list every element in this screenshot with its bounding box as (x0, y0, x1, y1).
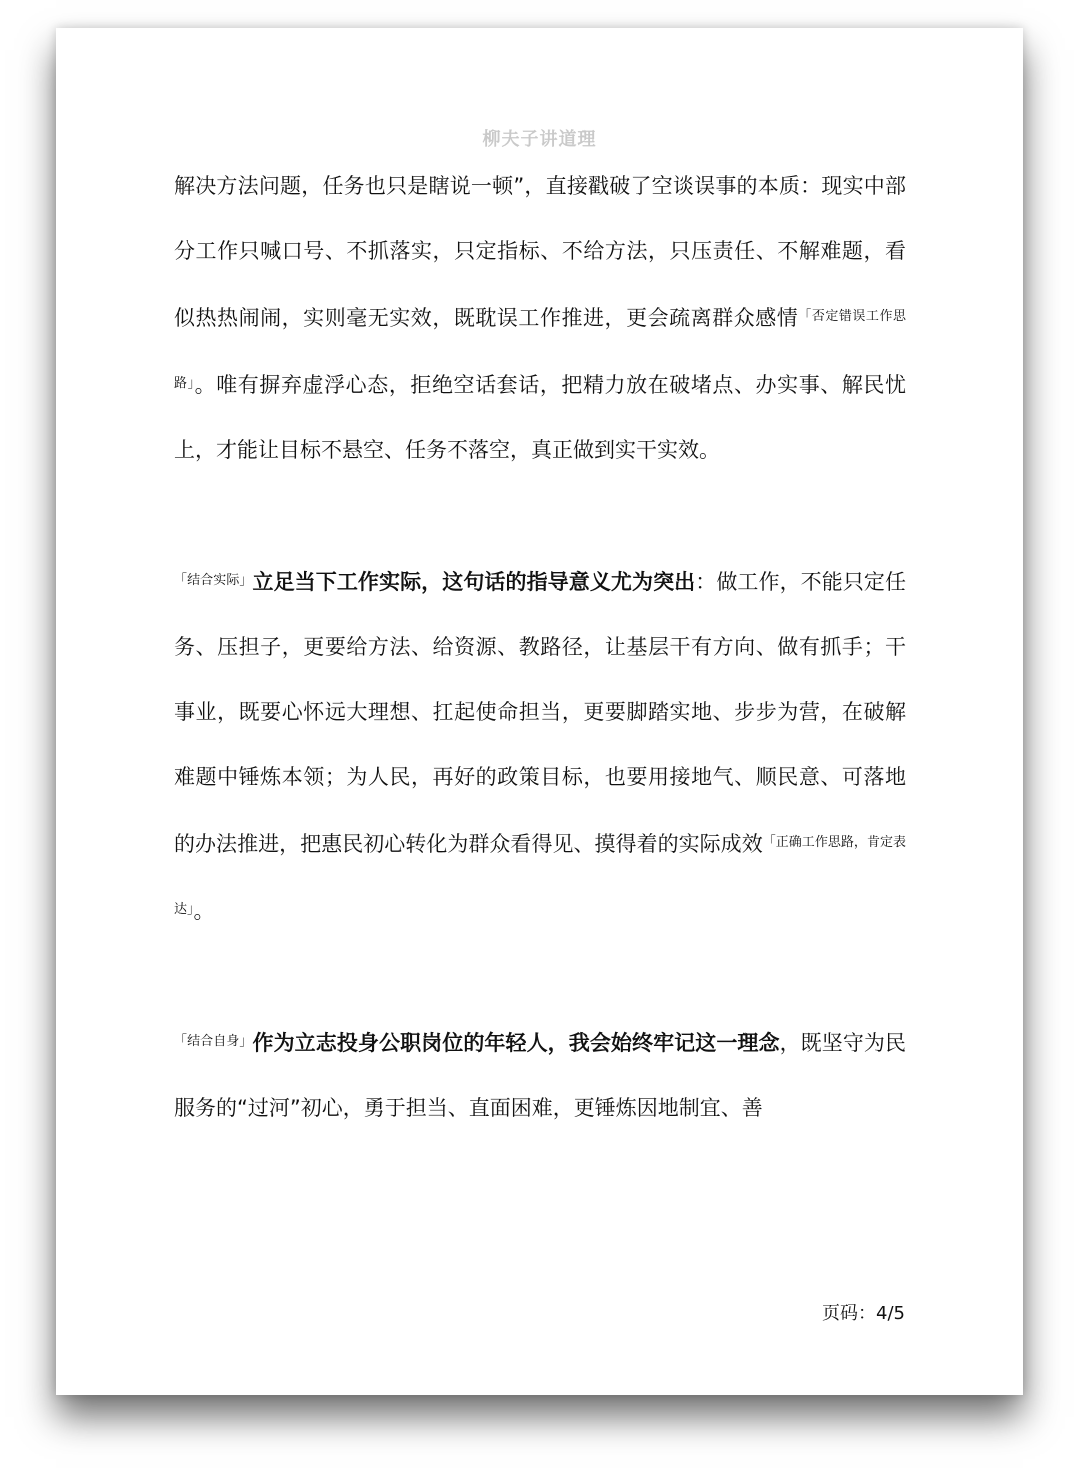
watermark-title: 柳夫子讲道理 (482, 129, 597, 150)
annotation-negative-approach: 「否定错误工作思路」 (174, 309, 906, 391)
paragraph-2 (174, 548, 906, 944)
paragraph-2-text: ：做工作，不能只定任务、压担子，更要给方法、给资源、教路径，让基层干有方向、做有抓手；干事业，既要心怀远大理想、扛起使命担当，更要脚踏实地、步步为营，在破解难题中锤炼本领；为人民，再好的政策目标，也要用接地气、顺民意、可落地的办法推进，把惠民初心转化为群众看得见、摸得着的实际成效 (174, 570, 906, 856)
paragraph-3-text: ，既坚守为民服务的“过河”初心，勇于担当、直面困难，更锤炼因地制宜、善 (174, 1031, 906, 1120)
paragraph-1-text: 解决方法问题，任务也只是瞎说一顿”，直接戳破了空谈误事的本质：现实中部分工作只喊口号、不抓落实，只定指标、不给方法，只压责任、不解难题，看似热热闹闹，实则毫无实效，既耽误工作推进，更会疏离群众感情 (174, 174, 906, 330)
paragraph-2-text-end: 。 (193, 899, 215, 923)
section-label-self: 「结合自身」 (174, 1034, 253, 1049)
paragraph-1 (174, 154, 906, 483)
annotation-positive-approach: 「正确工作思路，肯定表达」 (174, 835, 906, 917)
paragraph-spacer (174, 944, 906, 1009)
document-page (56, 28, 1023, 1395)
paragraph-1-text-continued: 。唯有摒弃虚浮心态，拒绝空话套话，把精力放在破堵点、办实事、解民忧上，才能让目标不悬空、任务不落空，真正做到实干实效。 (174, 373, 906, 462)
paragraph-2-emphasis: 立足当下工作实际，这句话的指导意义尤为突出 (252, 570, 696, 594)
paragraph-3-emphasis: 作为立志投身公职岗位的年轻人，我会始终牢记这一理念 (252, 1031, 780, 1055)
section-label-practice: 「结合实际」 (174, 573, 253, 588)
paragraph-spacer (174, 483, 906, 548)
page-number: 页码：4/5 (822, 1303, 905, 1324)
paragraph-3 (174, 1009, 906, 1141)
document-body (174, 154, 906, 1141)
